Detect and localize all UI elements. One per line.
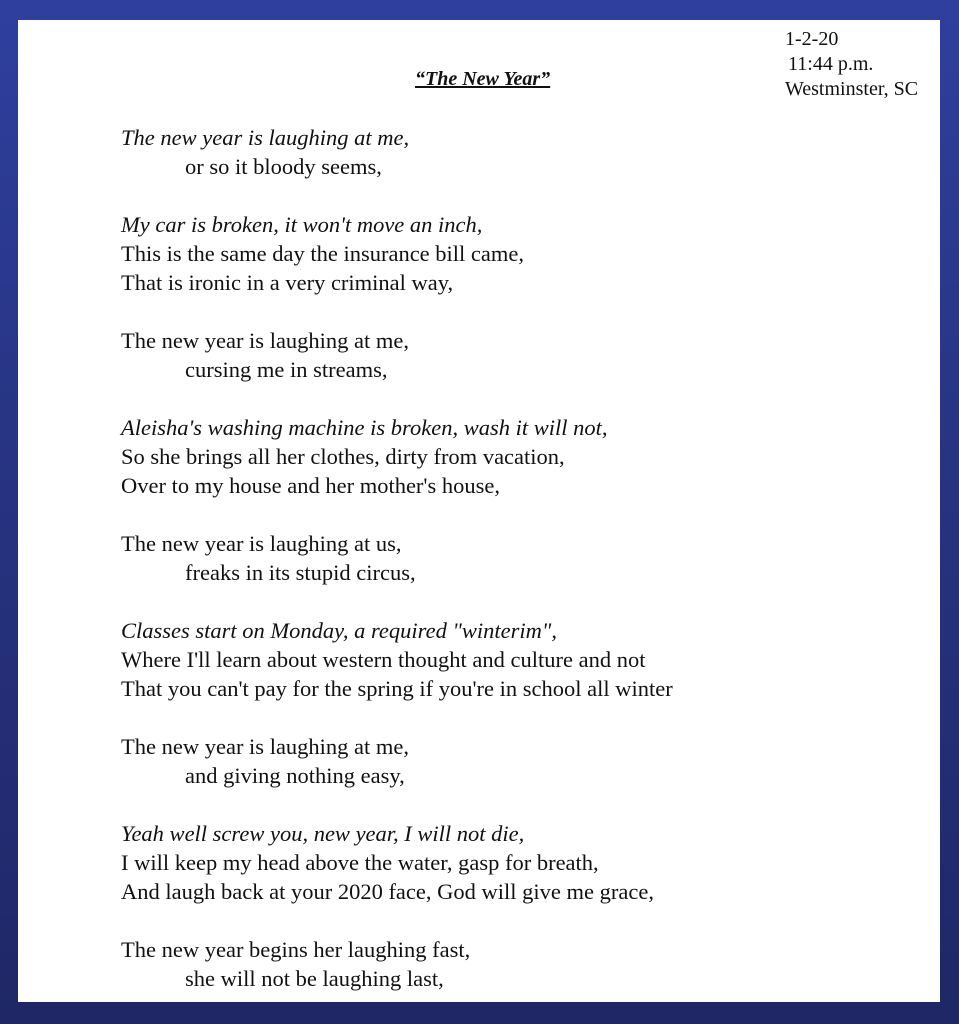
poem-line: And laugh back at your 2020 face, God will give me grace, (121, 879, 654, 904)
poem-body (121, 123, 921, 1022)
stanza-refrain (121, 529, 921, 587)
stanza-verse (121, 210, 921, 297)
poem-title: “The New Year” (415, 68, 551, 90)
stanza-verse (121, 413, 921, 500)
stanza-verse (121, 819, 921, 906)
poem-line: So she brings all her clothes, dirty from vacation, (121, 444, 565, 469)
poem-line: My car is broken, it won't move an inch, (121, 212, 483, 237)
stanza-verse (121, 616, 921, 703)
poem-line: The new year begins her laughing fast, (121, 937, 471, 962)
stanza-refrain (121, 326, 921, 384)
poem-line: and giving nothing easy, (185, 763, 405, 788)
poem-line: she will not be laughing last, (185, 966, 444, 991)
poem-line: The new year is laughing at me, (121, 125, 410, 150)
poem-location: Westminster, SC (785, 78, 919, 100)
poem-line: That is ironic in a very criminal way, (121, 270, 454, 295)
poem-line: The new year is laughing at us, (121, 531, 402, 556)
poem-date: 1-2-20 (785, 28, 839, 50)
poem-line: I will keep my head above the water, gasp for breath, (121, 850, 599, 875)
poem-line: This is the same day the insurance bill came, (121, 241, 525, 266)
poem-line: cursing me in streams, (185, 357, 388, 382)
stanza-refrain (121, 732, 921, 790)
poem-line: or so it bloody seems, (185, 154, 382, 179)
poem-line: That you can't pay for the spring if you're in school all winter (121, 676, 673, 701)
poem-line: Over to my house and her mother's house, (121, 473, 500, 498)
poem-metadata (785, 27, 918, 102)
poem-line: freaks in its stupid circus, (185, 560, 416, 585)
document-page (18, 20, 940, 1002)
poem-time: 11:44 p.m. (788, 53, 874, 75)
poem-line: The new year is laughing at me, (121, 734, 410, 759)
poem-line: Yeah well screw you, new year, I will not die, (121, 821, 525, 846)
stanza-refrain (121, 123, 921, 181)
poem-line: Aleisha's washing machine is broken, wash it will not, (121, 415, 608, 440)
poem-line: Classes start on Monday, a required "winterim", (121, 618, 557, 643)
stanza-refrain (121, 935, 921, 993)
poem-line: The new year is laughing at me, (121, 328, 410, 353)
poem-line: Where I'll learn about western thought and culture and not (121, 647, 646, 672)
